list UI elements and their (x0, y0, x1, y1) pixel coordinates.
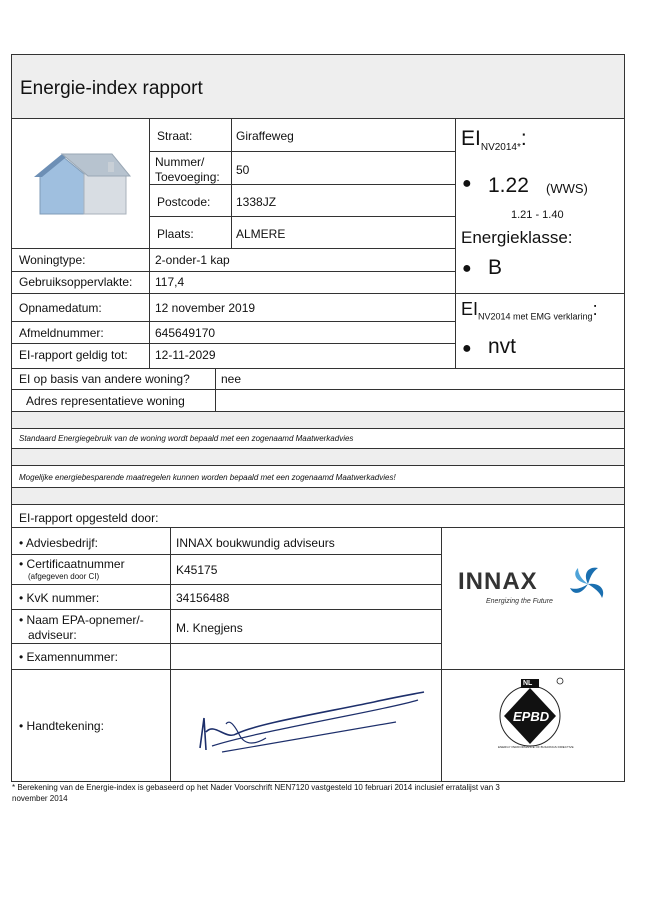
epbd-nl: NL (523, 680, 533, 687)
oppervlakte-label: Gebruiksoppervlakte: (19, 275, 133, 289)
examen-label: • Examennummer: (19, 650, 118, 664)
nummer-value: 50 (236, 163, 250, 177)
epbd-logo (494, 674, 574, 752)
straat-label: Straat: (157, 129, 193, 143)
opgesteld-title: EI-rapport opgesteld door: (19, 511, 159, 525)
certificaat-sub: (afgegeven door CI) (28, 572, 100, 581)
spacer-row (12, 449, 624, 466)
geldig-value: 12-11-2029 (155, 348, 216, 362)
adviesbedrijf-label: • Adviesbedrijf: (19, 536, 98, 550)
ei-unit: (WWS) (546, 181, 588, 196)
signature-image (196, 688, 428, 760)
ei-range: 1.21 - 1.40 (511, 209, 564, 221)
naam-value: M. Knegjens (176, 621, 243, 635)
adviesbedrijf-value: INNAX boukwundig adviseurs (176, 536, 335, 550)
footnote-line2: november 2014 (12, 794, 68, 803)
postcode-label: Postcode: (157, 195, 211, 209)
woningtype-label: Woningtype: (19, 253, 86, 267)
energieklasse-label: Energieklasse: (461, 228, 573, 247)
geldig-label: EI-rapport geldig tot: (19, 348, 128, 362)
straat-value: Giraffeweg (236, 129, 294, 143)
postcode-value: 1338JZ (236, 195, 277, 209)
oppervlakte-value: 117,4 (155, 275, 185, 289)
opnamedatum-value: 12 november 2019 (155, 301, 256, 315)
bullet-dot: ● (462, 340, 472, 357)
header-bar (12, 55, 624, 119)
innax-tagline: Energizing the Future (486, 598, 553, 605)
certificaat-label: • Certificaatnummer (19, 557, 125, 571)
spacer-row (12, 488, 624, 505)
handtekening-label: • Handtekening: (19, 719, 104, 733)
afmeldnummer-value: 645649170 (155, 326, 216, 340)
ei-emg-value: nvt (488, 335, 517, 358)
naam-label-2: adviseur: (28, 628, 77, 642)
innax-logo (456, 562, 616, 610)
toevoeging-label: Toevoeging: (155, 170, 220, 184)
innax-wordmark: INNAX (458, 568, 538, 595)
andere-answer: nee (221, 372, 242, 386)
plaats-value: ALMERE (236, 227, 286, 241)
ei-value: 1.22 (488, 174, 529, 197)
house-icon (26, 152, 134, 218)
ei-emg-heading: $EI_{NV2014 met EMG verklaring}$: (461, 299, 598, 322)
plaats-label: Plaats: (157, 227, 194, 241)
nummer-label: Nummer/ (155, 155, 205, 169)
afmeldnummer-label: Afmeldnummer: (19, 326, 104, 340)
woningtype-value: 2-onder-1 kap (155, 253, 230, 267)
adres-label: Adres representatieve woning (26, 394, 185, 408)
standaard-note: Standaard Energiegebruik van de woning wordt bepaald met een zogenaamd Maatwerkadvies (19, 434, 354, 443)
opnamedatum-label: Opnamedatum: (19, 301, 102, 315)
energieklasse-value: B (488, 256, 503, 279)
innax-swirl-icon (568, 564, 608, 604)
ei-heading: $EI_{NV2014*}$: (461, 127, 527, 154)
bullet-dot: ● (462, 175, 472, 192)
footnote-line1: * Berekening van de Energie-index is gebaseerd op het Nader Voorschrift NEN7120 vastgesteld 10 februari 2014 inclusief erratalijst van 3 (12, 783, 500, 792)
andere-question: EI op basis van andere woning? (19, 372, 190, 386)
bullet-dot: ● (462, 260, 472, 277)
spacer-row (12, 412, 624, 429)
kvk-label: • KvK nummer: (19, 591, 100, 605)
epbd-wordmark: EPBD (513, 709, 550, 724)
certificaat-value: K45175 (176, 563, 218, 577)
page-title: Energie-index rapport (20, 78, 203, 99)
naam-label: • Naam EPA-opnemer/- (19, 613, 144, 627)
maatregelen-note: Mogelijke energiebesparende maatregelen kunnen worden bepaald met een zogenaamd Maatwerkadvies! (19, 473, 396, 482)
epbd-ring-text: ENERGY PERFORMANCE OF BUILDINGS DIRECTIVE (498, 745, 574, 749)
kvk-value: 34156488 (176, 591, 230, 605)
